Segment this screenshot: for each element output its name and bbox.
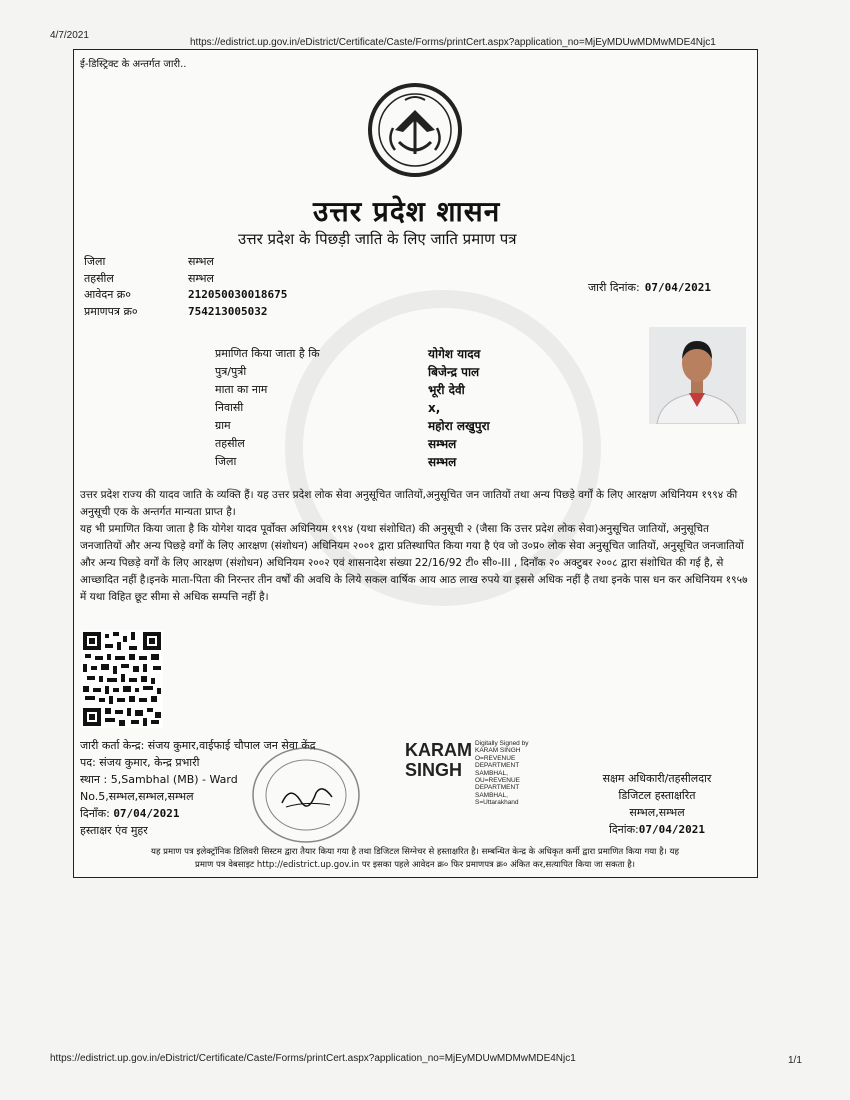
authority-date-label: दिनांक: <box>608 823 639 836</box>
sig-detail: DEPARTMENT <box>475 762 520 770</box>
applicant-photo <box>649 327 746 424</box>
authority-date-row <box>582 821 732 838</box>
signer-last-name: SINGH <box>405 760 463 780</box>
footer-line-2: प्रमाण पत्र वेबसाइट http://edistrict.up.gov.in पर इसका पहले आवेदन क्र० फिर प्रमाणपत्र क्र० अंकित कर,सत्यापित किया जा सकता है। <box>195 860 635 870</box>
field-label: पुत्र/पुत्री <box>215 365 247 378</box>
authority-place: सम्भल,सम्भल <box>629 806 685 819</box>
issuer-sign-label: हस्ताक्षर एंव मुहर <box>80 824 148 837</box>
issuer-place-line2: No.5,सम्भल,सम्भल,सम्भल <box>80 790 194 803</box>
print-date: 4/7/2021 <box>50 30 89 41</box>
issuer-post: पद: संजय कुमार, केन्द्र प्रभारी <box>80 756 200 769</box>
authority-date-value: 07/04/2021 <box>638 823 706 836</box>
signer-first-name: KARAM <box>405 740 472 760</box>
mother-name: भूरी देवी <box>428 383 465 397</box>
issued-under-note: ई-डिस्ट्रिक्ट के अन्तर्गत जारी.. <box>80 59 187 70</box>
sig-detail: Digitally Signed by <box>475 740 529 747</box>
resident-value: x, <box>428 401 441 415</box>
qr-code <box>81 630 163 728</box>
field-label: जिला <box>215 455 237 468</box>
sig-detail: S=Uttarakhand <box>475 799 519 807</box>
field-label: माता का नाम <box>215 383 268 396</box>
tehsil-value: सम्भल <box>188 271 214 285</box>
print-url-top[interactable]: https://edistrict.up.gov.in/eDistrict/Certificate/Caste/Forms/printCert.aspx?application_no=MjEyMDUwMDMwMDE4Njc1 <box>190 37 716 48</box>
field-values <box>428 345 490 471</box>
issuer-centre: जारी कर्ता केन्द्र: संजय कुमार,वाईफाई चौपाल जन सेवा केंद्र <box>80 739 316 752</box>
field-labels <box>215 345 320 471</box>
field-label: तहसील <box>215 437 245 450</box>
field-label: प्रमाणित किया जाता है कि <box>215 347 320 360</box>
field-label: निवासी <box>215 401 244 414</box>
authority-sign-type: डिजिटल हस्ताक्षरित <box>618 789 696 802</box>
meta-label: तहसील <box>84 271 114 285</box>
sig-detail: KARAM SINGH <box>475 747 521 755</box>
issuer-date-value: 07/04/2021 <box>113 807 180 820</box>
caste-paragraph: उत्तर प्रदेश राज्य की यादव जाति के व्यक्ति हैं। यह उत्तर प्रदेश लोक सेवा अनुसूचित जातियों,अनुसूचित जन जातियों तथा अन्य पिछड़े वर्गों के लिए आरक्षण अधिनियम १९९४ की अनुसूची एक के अन्तर्गत मान्यता प्राप्त है। <box>80 489 738 518</box>
issuer-date-label: दिनाँक: <box>80 807 110 820</box>
issue-date-row <box>588 276 711 295</box>
issuer-place-line1: स्थान : 5,Sambhal (MB) - Ward <box>80 773 238 786</box>
up-emblem-logo <box>365 80 465 180</box>
page-count: 1/1 <box>788 1055 802 1066</box>
digital-signature-details <box>475 740 528 807</box>
print-url-bottom[interactable]: https://edistrict.up.gov.in/eDistrict/Certificate/Caste/Forms/printCert.aspx?application_no=MjEyMDUwMDMwMDE4Njc1 <box>50 1053 576 1064</box>
meta-values <box>188 254 287 320</box>
digital-signer <box>405 740 472 780</box>
certificate-subtitle: उत्तर प्रदेश के पिछड़ी जाति के लिए जाति प्रमाण पत्र <box>238 230 517 248</box>
meta-label: आवेदन क्र० <box>84 288 131 301</box>
sig-detail: SAMBHAL, <box>475 769 508 777</box>
authority-title: सक्षम अधिकारी/तहसीलदार <box>602 772 712 785</box>
issue-date-label: जारी दिनांक: <box>588 281 640 294</box>
income-paragraph: यह भी प्रमाणित किया जाता है कि योगेश यादव पूर्वोक्त अधिनियम १९९४ (यथा संशोधित) की अनुसूची २ (जैसा कि उत्तर प्रदेश लोक सेवा)अनुसूचित जातियों, अनुसूचित जनजातियों और अन्य पिछड़े वर्गों के लिए आरक्षण (संशोधन) अधिनियम २००१ द्वारा प्रतिस्थापित किया गया है एंव जो उ०प्र० लोक सेवा अनुसूचित जातियों, अनुसूचित जनजातियों और अन्य पिछड़े वर्गों के लिए आरक्षण (संशोधन) अधिनियम २००२ एवं शासनादेश संख्या 22/16/92 टी० सी०-III , दिनाँक २० अक्टुबर २००८ द्वारा संशोधित की गई है, से आच्छादित नहीं है।इनके माता-पिता की निरन्तर तीन वर्षों की अवधि के लिये सकल वार्षिक आय आठ लाख रुपये या इससे अधिक नहीं है तथा इनके पास धन कर अधिनियम १९५७ में यथा विहित छूट सीमा से अधिक सम्पत्ति नहीं है। <box>80 523 748 603</box>
village-value: महोरा लखुपुरा <box>428 419 490 433</box>
applicant-name: योगेश यादव <box>428 347 481 361</box>
meta-label: जिला <box>84 255 106 268</box>
sig-detail: OU=REVENUE <box>475 777 520 785</box>
certificate-title: उत्तर प्रदेश शासन <box>313 195 501 228</box>
authority-block <box>582 770 732 838</box>
sig-detail: DEPARTMENT <box>475 784 520 792</box>
father-name: बिजेन्द्र पाल <box>428 365 480 379</box>
meta-label: प्रमाणपत्र क्र० <box>84 304 138 318</box>
issue-date-value: 07/04/2021 <box>644 281 711 294</box>
footer-line-1: यह प्रमाण पत्र इलेक्ट्रॉनिक डिलिवरी सिस्टम द्वारा तैयार किया गया है तथा डिजिटल सिग्नेचर से हस्ताक्षरित है। सम्बन्धित केन्द्र के अधिकृत कर्मी द्वारा प्रमाणित किया गया है। यह <box>151 847 679 857</box>
field-label: ग्राम <box>215 419 231 432</box>
meta-labels <box>84 254 138 320</box>
sig-detail: O=REVENUE <box>475 754 516 762</box>
district-value: सम्भल <box>188 255 214 268</box>
verification-note <box>80 846 750 872</box>
field-district-value: सम्भल <box>428 455 457 469</box>
sig-detail: SAMBHAL, <box>475 791 508 799</box>
application-number: 212050030018675 <box>188 288 288 301</box>
field-tehsil-value: सम्भल <box>428 437 457 451</box>
centre-stamp <box>250 745 362 845</box>
certificate-number: 754213005032 <box>188 304 268 318</box>
